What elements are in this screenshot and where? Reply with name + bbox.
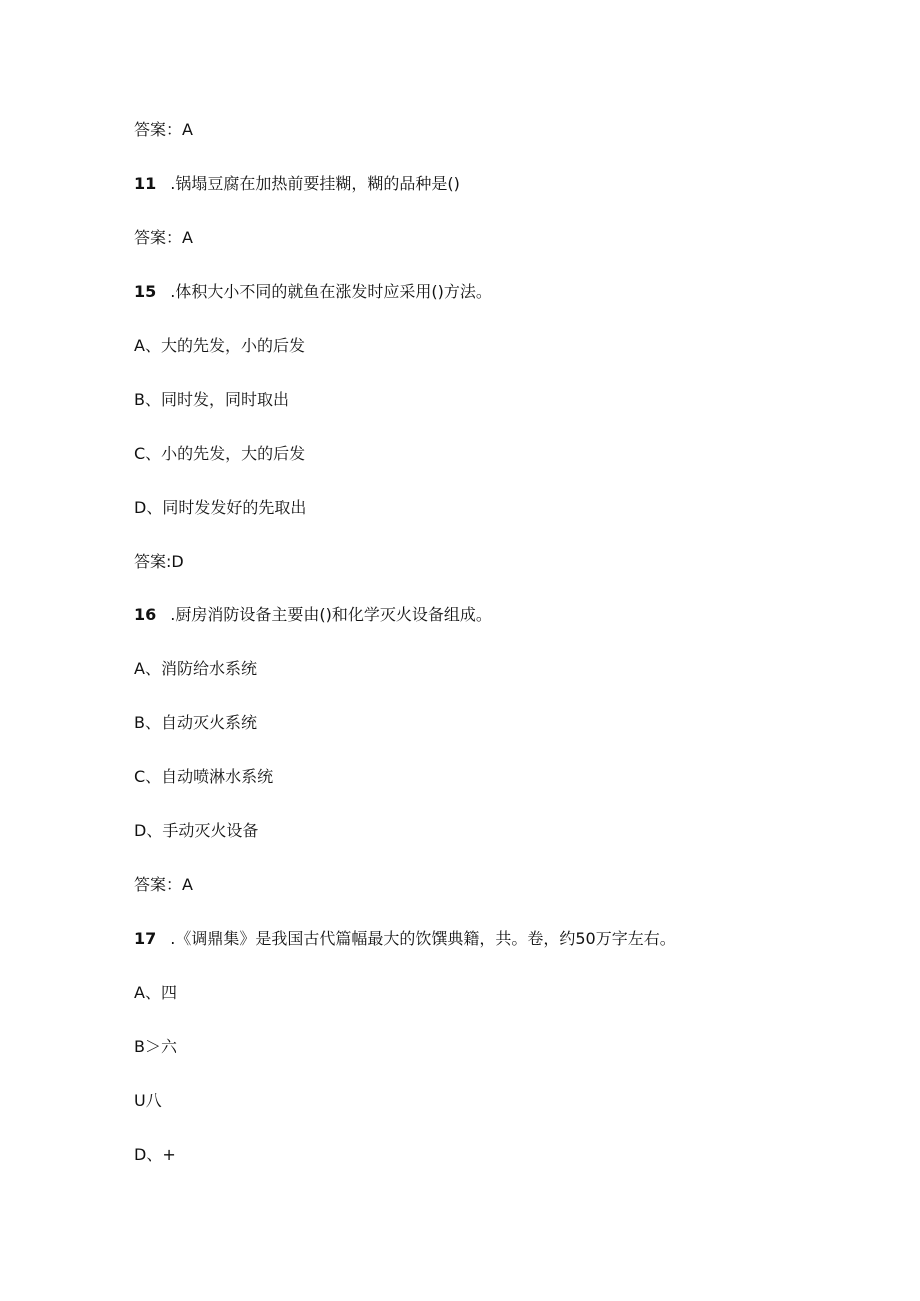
- option-b: B、自动灭火系统: [134, 713, 257, 732]
- question-17: [134, 929, 676, 949]
- option-d: D、同时发发好的先取出: [134, 498, 307, 517]
- question-text: .锅塌豆腐在加热前要挂糊，糊的品种是(): [170, 174, 460, 193]
- option-c: C、小的先发，大的后发: [134, 444, 306, 463]
- option-a: A、大的先发，小的后发: [134, 336, 305, 355]
- answer-line: 答案：A: [134, 228, 193, 247]
- question-text: .《调鼎集》是我国古代篇幅最大的饮馔典籍，共。卷，约50万字左右。: [170, 929, 676, 948]
- option-b: B、同时发，同时取出: [134, 390, 289, 409]
- answer-line: 答案:D: [134, 552, 184, 571]
- option-d: D、手动灭火设备: [134, 821, 259, 840]
- option-a: A、四: [134, 983, 177, 1002]
- question-number: 11: [134, 174, 157, 193]
- question-number: 15: [134, 282, 157, 301]
- option-d: D、+: [134, 1145, 176, 1164]
- question-11: [134, 174, 460, 194]
- question-number: 17: [134, 929, 157, 948]
- answer-line: 答案：A: [134, 875, 193, 894]
- option-a: A、消防给水系统: [134, 659, 257, 678]
- option-c: C、自动喷淋水系统: [134, 767, 274, 786]
- question-15: [134, 282, 492, 302]
- answer-line: 答案：A: [134, 120, 193, 139]
- option-b: B＞六: [134, 1037, 177, 1056]
- question-text: .厨房消防设备主要由()和化学灭火设备组成。: [170, 605, 492, 624]
- question-16: [134, 605, 492, 625]
- question-text: .体积大小不同的就鱼在涨发时应采用()方法。: [170, 282, 492, 301]
- option-c: U八: [134, 1091, 162, 1110]
- question-number: 16: [134, 605, 157, 624]
